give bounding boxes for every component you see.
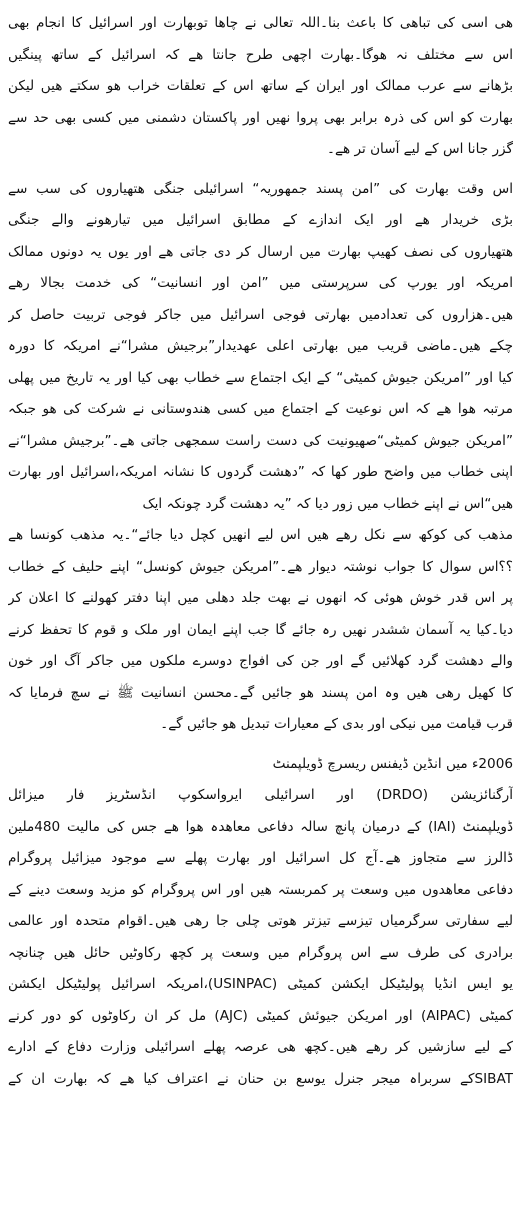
text-line: ؟؟اس سوال کا جواب نوشتہ دیوار ھے۔”امریکن جیوش کونسل“ اپنے حلیف کے خطاب bbox=[8, 558, 513, 575]
text-line: پر اس قدر خوش ھوئی کہ انھوں نے بھت جلد دھلی میں اپنا دفتر کھولنے کا اعلان کر bbox=[8, 590, 513, 606]
text-line: بڑی خریدار ھے اور ایک اندازے کے مطابق اسرائیل میں تیارھونے والے جنگی bbox=[8, 212, 513, 228]
text-line: 2006ء میں انڈین ڈیفنس ریسرچ ڈویلپمنٹ bbox=[272, 755, 513, 772]
paragraph-gap bbox=[8, 741, 513, 749]
text-line: والے دھشت گرد کھلائیں گے اور جن کی افواج دوسرے ملکوں میں جاکر آگ اور خون bbox=[8, 653, 513, 669]
text-line: ڈویلپمنٹ (IAI) کے درمیان پانچ سالہ دفاعی معاھدہ ھوا ھے جس کی مالیت 480ملین bbox=[8, 818, 513, 835]
text-line: ھی اسی کی تباھی کا باعث بنا۔اللہ تعالی نے چاھا توبھارت اور اسرائیل کا انجام بھی bbox=[8, 15, 513, 31]
text-line: مرتبہ ھوا ھے کہ اس نوعیت کے اجتماع میں کسی ھندوستانی نے شرکت کی ھو جبکہ bbox=[8, 401, 513, 417]
paragraph-2 bbox=[8, 174, 513, 741]
text-line: گزر جانا اس کے لیے آسان تر ھے۔ bbox=[327, 141, 513, 157]
text-line: کا کھیل رھی ھیں وہ امن پسند ھو جائیں گے۔محسن انسانیت ﷺ نے سچ فرمایا کہ bbox=[8, 684, 513, 701]
text-line: بڑھانے سے عرب ممالک اور ایران کے ساتھ اس کے تعلقات خراب ھو سکتے ھیں لیکن bbox=[8, 78, 513, 94]
text-line: کیا اور ”امریکن جیوش کمیٹی“ کے ایک اجتماع سے خطاب بھی کیا اور یہ تاریخ میں پھلی bbox=[8, 369, 513, 386]
text-line: SIBATکے سربراہ میجر جنرل یوسع بن حنان نے اعتراف کیا ھے کہ بھارت ان کے bbox=[8, 1070, 513, 1087]
text-line: ”امریکن جیوش کمیٹی“صھیونیت کی دست راست سمجھی جاتی ھے۔”برجیش مشرا“نے bbox=[8, 432, 513, 449]
text-line: یو ایس انڈیا پولیٹیکل ایکشن کمیٹی (USINPAC)،امریکہ اسرائیل پولیٹیکل ایکشن bbox=[8, 976, 513, 992]
text-line: دیا۔کیا یہ آسمان ششدر نھیں رہ جائے گا جب اپنے ایمان اور ملک و قوم کا تحفظ کرنے bbox=[8, 621, 513, 638]
text-line: ھیں“اس نے اپنے خطاب میں زور دیا کہ ”یہ دھشت گرد چونکہ ایک bbox=[142, 495, 513, 512]
text-line: اپنی خطاب میں واضح طور کھا کہ ”دھشت گردوں کا نشانہ امریکہ،اسرائیل اور بھارت bbox=[8, 464, 513, 480]
text-line: ھتھیاروں کی نصف کھیپ بھارت میں ارسال کر دی جاتی ھے اور یوں یہ دونوں ممالک bbox=[8, 243, 513, 260]
text-line: چکے ھیں۔ماضی قریب میں بھارتی اعلی عھدیدار”برجیش مشرا“نے امریکہ کا دورہ bbox=[8, 338, 513, 354]
text-line: ھیں۔ھزاروں کی تعدادمیں بھارتی فوجی اسرائیل میں جاکر فوجی تربیت حاصل کر bbox=[8, 306, 513, 323]
text-line: کے لیے سازشیں کر رھے ھیں۔کچھ ھی عرصہ پھلے اسرائیلی وزارت دفاع کے ادارے bbox=[8, 1039, 513, 1055]
paragraph-gap bbox=[8, 166, 513, 174]
text-line: برادری کی طرف سے اس پروگرام میں وسعت پر کچھ رکاوٹیں حائل ھیں چنانچہ bbox=[8, 944, 513, 961]
text-line: اس وقت بھارت کی ”امن پسند جمھوریہ“ اسرائیلی جنگی ھتھیاروں کی سب سے bbox=[8, 180, 513, 197]
text-line: لیے سفارتی سرگرمیاں تیزسے تیزتر ھوتی چلی جا رھی ھیں۔اقوام متحدہ اور عالمی bbox=[8, 913, 513, 929]
text-line: کمیٹی (AIPAC) اور امریکن جیوئش کمیٹی (AJC) مل کر ان رکاوٹوں کو دور کرنے bbox=[8, 1007, 513, 1024]
text-line: آرگنائزیشن (DRDO) اور اسرائیلی ایرواسکوپ انڈسٹریز فار میزائل bbox=[8, 787, 513, 803]
text-line: ڈالرز سے متجاوز ھے۔آج کل اسرائیل اور بھارت پھلے سے موجود میزائیل پروگرام bbox=[8, 850, 513, 866]
text-line: بھارت کو اس کی ذرہ برابر بھی پروا نھیں اور پاکستان دشمنی میں کسی بھی حد سے bbox=[8, 109, 513, 126]
text-line: دفاعی معاھدوں میں وسعت پر کمربستہ ھیں اور اس پروگرام کو مزید وسعت دینے کے bbox=[8, 881, 513, 898]
paragraph-3 bbox=[8, 749, 513, 1096]
paragraph-1 bbox=[8, 8, 513, 166]
text-line: امریکہ اور یورپ کی سرپرستی میں ”امن اور انسانیت“ کی خدمت بجالا رھے bbox=[8, 275, 513, 291]
text-line: اس سے مختلف نہ ھوگا۔بھارت اچھی طرح جانتا ھے کہ اسرائیل کے ساتھ پینگیں bbox=[8, 46, 513, 63]
text-line: مذھب کی کوکھ سے نکل رھے ھیں اس لیے انھیں کچل دیا جائے“۔یہ مذھب کونسا ھے bbox=[8, 527, 513, 543]
text-line: قرب قیامت میں نیکی اور بدی کے معیارات تبدیل ھو جائیں گے۔ bbox=[160, 716, 513, 732]
